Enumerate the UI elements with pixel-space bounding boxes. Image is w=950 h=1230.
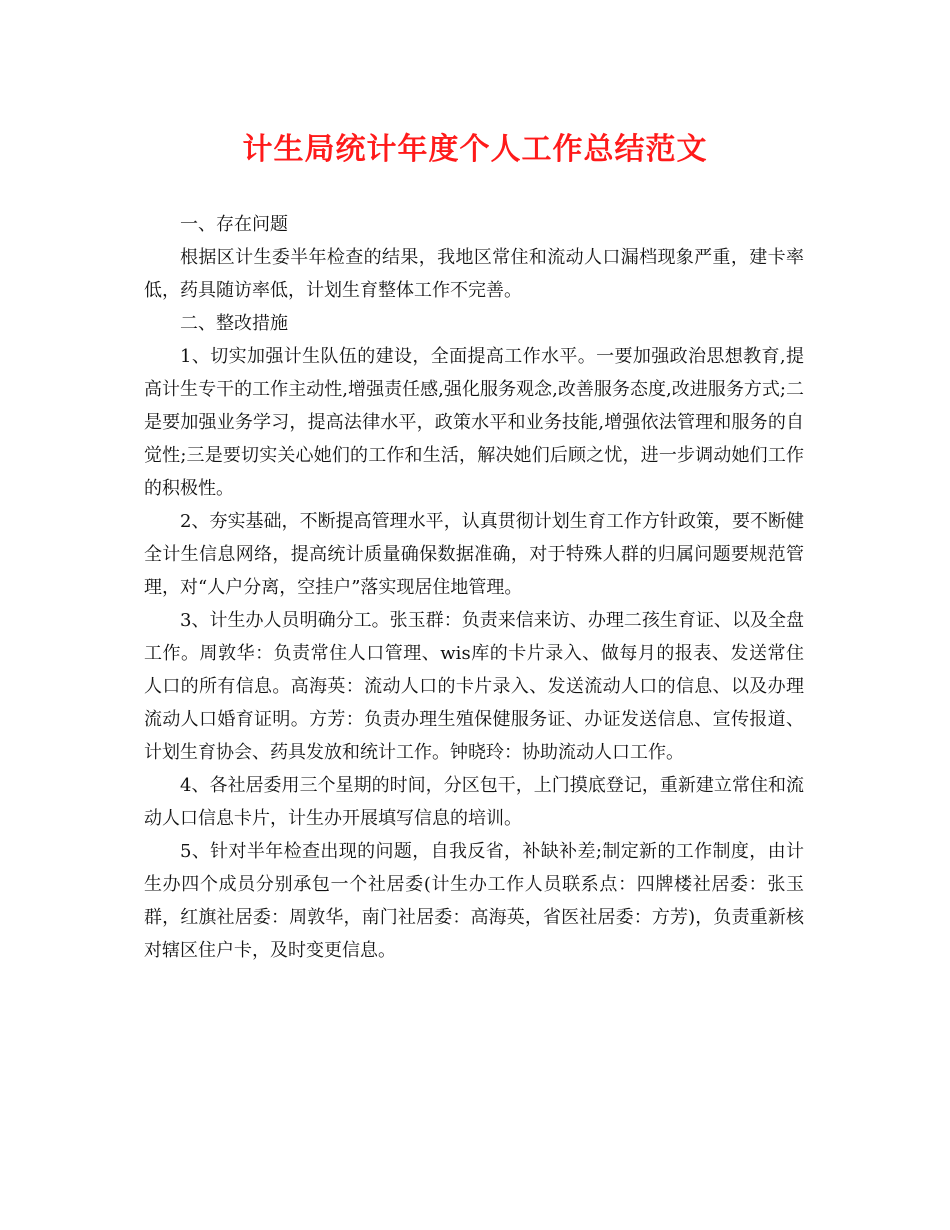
paragraph-measure-2: 2、夯实基础，不断提高管理水平，认真贯彻计划生育工作方针政策，要不断健全计生信息网络，提高统计质量确保数据准确，对于特殊人群的归属问题要规范管理，对“人户分离，空挂户”落实现居住地管理。 [144,511,804,598]
document-title: 计生局统计年度个人工作总结范文 [242,132,708,167]
section-heading-problems: 一、存在问题 [180,214,288,235]
paragraph-problems: 根据区计生委半年检查的结果，我地区常住和流动人口漏档现象严重，建卡率低，药具随访率低，计划生育整体工作不完善。 [144,247,804,301]
paragraph-measure-1: 1、切实加强计生队伍的建设，全面提高工作水平。一要加强政治思想教育,提高计生专干的工作主动性,增强责任感,强化服务观念,改善服务态度,改进服务方式;二是要加强业务学习，提高法律水平，政策水平和业务技能,增强依法管理和服务的自觉性;三是要切实关心她们的工作和生活，解决她们后顾之忧，进一步调动她们工作的积极性。 [144,346,804,499]
document-body [144,208,804,967]
section-heading-measures: 二、整改措施 [180,313,288,334]
paragraph-measure-4: 4、各社居委用三个星期的时间，分区包干，上门摸底登记，重新建立常住和流动人口信息卡片，计生办开展填写信息的培训。 [144,775,804,829]
paragraph-measure-3: 3、计生办人员明确分工。张玉群：负责来信来访、办理二孩生育证、以及全盘工作。周敦华：负责常住人口管理、wis库的卡片录入、做每月的报表、发送常住人口的所有信息。高海英：流动人口的卡片录入、发送流动人口的信息、以及办理流动人口婚育证明。方芳：负责办理生殖保健服务证、办证发送信息、宣传报道、计划生育协会、药具发放和统计工作。钟晓玲：协助流动人口工作。 [144,610,804,763]
paragraph-measure-5: 5、针对半年检查出现的问题，自我反省，补缺补差;制定新的工作制度，由计生办四个成员分别承包一个社居委(计生办工作人员联系点：四牌楼社居委：张玉群，红旗社居委：周敦华，南门社居委：高海英，省医社居委：方芳)，负责重新核对辖区住户卡，及时变更信息。 [144,841,804,961]
